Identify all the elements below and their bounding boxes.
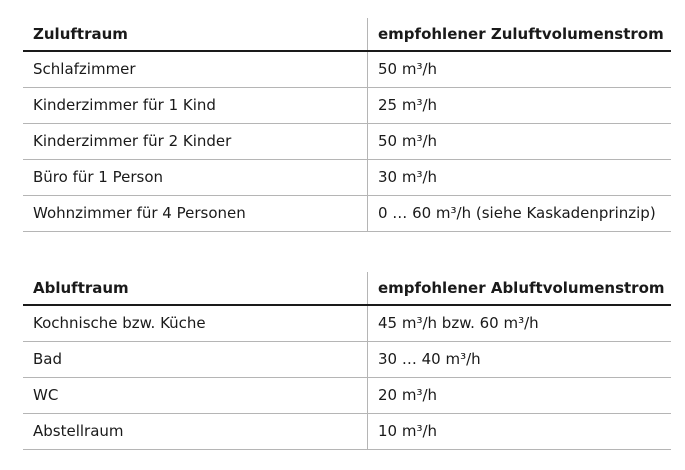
table-row: [23, 342, 671, 378]
table-row: [23, 160, 671, 196]
room-cell: Büro für 1 Person: [33, 168, 164, 186]
airflow-cell: 30 m³/h: [367, 160, 671, 195]
room-cell: WC: [33, 386, 59, 404]
table-header-row: [23, 18, 671, 52]
airflow-cell: 10 m³/h: [367, 414, 671, 449]
column-header-airflow: empfohlener Abluftvolumenstrom: [367, 272, 671, 304]
supply-air-table: [23, 18, 671, 232]
table-row: [23, 124, 671, 160]
room-cell: Kochnische bzw. Küche: [33, 314, 206, 332]
table-row: [23, 196, 671, 232]
table-row: [23, 52, 671, 88]
table-row: [23, 88, 671, 124]
airflow-cell: 20 m³/h: [367, 378, 671, 413]
table-header-row: [23, 272, 671, 306]
airflow-cell: 45 m³/h bzw. 60 m³/h: [367, 306, 671, 341]
airflow-cell: 50 m³/h: [367, 52, 671, 87]
room-cell: Kinderzimmer für 1 Kind: [33, 96, 216, 114]
airflow-cell: 50 m³/h: [367, 124, 671, 159]
airflow-cell: 25 m³/h: [367, 88, 671, 123]
column-header-room: Zuluftraum: [33, 24, 128, 43]
room-cell: Wohnzimmer für 4 Personen: [33, 204, 246, 222]
airflow-cell: 30 … 40 m³/h: [367, 342, 671, 377]
room-cell: Schlafzimmer: [33, 60, 136, 78]
table-row: [23, 414, 671, 450]
column-header-room: Abluftraum: [33, 278, 129, 297]
room-cell: Kinderzimmer für 2 Kinder: [33, 132, 232, 150]
exhaust-air-table: [23, 272, 671, 450]
table-row: [23, 306, 671, 342]
room-cell: Abstellraum: [33, 422, 124, 440]
table-row: [23, 378, 671, 414]
room-cell: Bad: [33, 350, 63, 368]
airflow-cell: 0 … 60 m³/h (siehe Kaskadenprinzip): [367, 196, 671, 231]
column-header-airflow: empfohlener Zuluftvolumenstrom: [367, 18, 671, 50]
